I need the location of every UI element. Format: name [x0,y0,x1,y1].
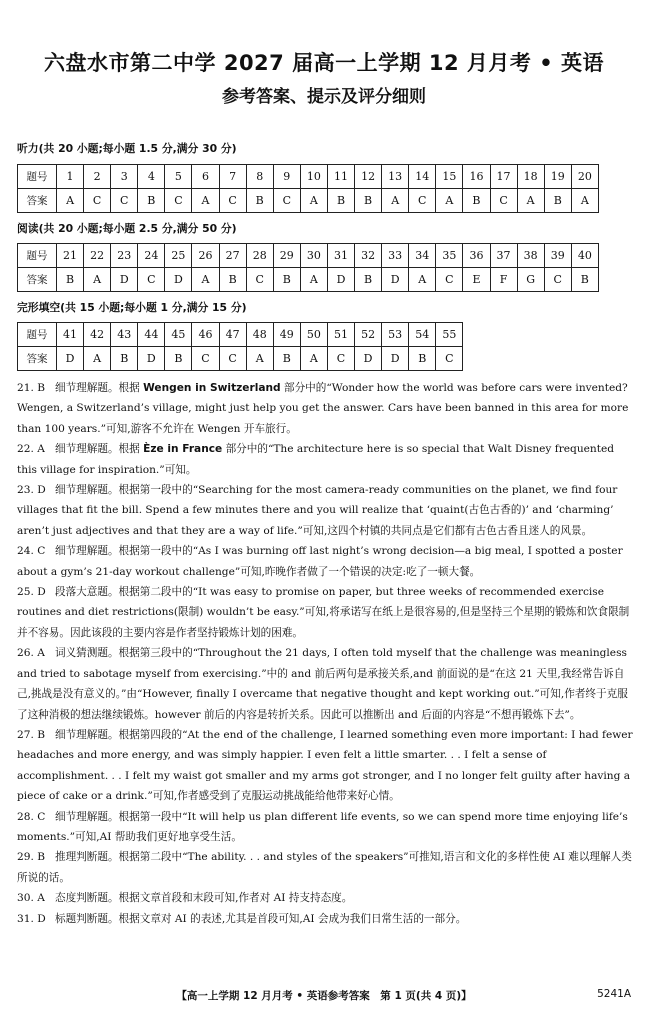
row-label: 答案 [18,347,57,371]
table-row-answers [18,189,599,213]
question-number: 23 [111,244,138,268]
question-number: 27 [219,244,246,268]
row-label: 答案 [18,189,57,213]
list-item [17,439,637,480]
answer-table-reading [17,243,599,292]
answer-cell: B [57,268,84,292]
question-number: 1 [57,165,84,189]
explanation-text: 部分中的“The architecture here is so special that Walt Disney frequented this village for inspiration.”可知。 [17,443,615,476]
question-number: 41 [57,323,84,347]
explanation-text: 段落大意题。根据第二段中的“It was easy to promise on paper, but three weeks of recommended exercise routines and diet restrictions(限制) wouldn’t be easy.”可知,将承诺写在纸上是很容易的,但是坚持三个星期的锻炼和饮食限制并不容易。因此该段的主要内容是作者坚持锻炼计划的困难。 [17,586,630,639]
answer-key: 25. D [17,586,46,599]
answer-cell: A [409,268,436,292]
answer-cell: B [165,347,192,371]
table-row-numbers [18,244,599,268]
row-label: 答案 [18,268,57,292]
list-item [17,541,637,582]
answer-cell: C [165,189,192,213]
explanation-text: 标题判断题。根据文章对 AI 的表述,尤其是首段可知,AI 会成为我们日常生活的一部分。 [55,912,467,925]
answer-cell: A [84,268,111,292]
section-heading-reading: 阅读(共 20 小题;每小题 2.5 分,满分 50 分) [17,222,237,235]
question-number: 33 [382,244,409,268]
answer-key: 28. C [17,810,46,823]
question-number: 6 [192,165,219,189]
answer-key: 31. D [17,912,46,925]
question-number: 3 [111,165,138,189]
question-number: 10 [300,165,327,189]
list-item [17,888,637,908]
question-number: 31 [327,244,354,268]
question-number: 38 [517,244,544,268]
question-number: 52 [355,323,382,347]
answer-cell: A [300,347,327,371]
list-item [17,480,637,541]
answer-cell: B [273,347,300,371]
question-number: 18 [517,165,544,189]
answer-cell: A [192,268,219,292]
answer-cell: B [544,189,571,213]
question-number: 34 [409,244,436,268]
question-number: 2 [84,165,111,189]
answer-cell: D [355,347,382,371]
answer-cell: C [192,347,219,371]
answer-cell: D [382,268,409,292]
question-number: 48 [246,323,273,347]
table-row-answers [18,347,463,371]
answer-cell: A [246,347,273,371]
answer-cell: C [111,189,138,213]
section-heading-cloze: 完形填空(共 15 小题;每小题 1 分,满分 15 分) [17,301,247,314]
answer-cell: E [463,268,490,292]
answer-cell: B [138,189,165,213]
explanation-text: 部分中的“Wonder how the world was before cars were invented? Wengen, a Switzerland’s village, might just help you get the answer. Cars have been banned in this area for more than 100 years.”可知,游客不允许在 Wengen 开车旅行。 [17,382,629,435]
answer-cell: C [273,189,300,213]
question-number: 20 [571,165,598,189]
answer-cell: B [355,268,382,292]
question-number: 25 [165,244,192,268]
answer-cell: C [138,268,165,292]
answer-cell: A [571,189,598,213]
table-row-numbers [18,165,599,189]
question-number: 28 [246,244,273,268]
page-title: 六盘水市第二中学 2027 届高一上学期 12 月月考 • 英语 [44,51,604,75]
answer-cell: B [273,268,300,292]
list-item [17,378,637,439]
list-item [17,582,637,643]
answer-cell: B [355,189,382,213]
answer-key: 26. A [17,647,45,660]
explanation-text: 细节理解题。根据 [55,443,144,456]
question-number: 55 [436,323,463,347]
section-heading-listening: 听力(共 20 小题;每小题 1.5 分,满分 30 分) [17,142,237,155]
answer-key: 29. B [17,851,45,864]
question-number: 4 [138,165,165,189]
answer-cell: A [517,189,544,213]
question-number: 32 [355,244,382,268]
answer-cell: C [84,189,111,213]
answer-cell: B [246,189,273,213]
answer-cell: C [327,347,354,371]
question-number: 11 [327,165,354,189]
list-item [17,643,637,725]
question-number: 7 [219,165,246,189]
explanation-text: 词义猜测题。根据第三段中的“Throughout the 21 days, I often told myself that the challenge was meaningless and tried to sabotage myself from exercising.”中的 and 前后两句是承接关系,and 前面说的是“在这 21 天里,我经常告诉自己,挑战是没有意义的。”由“However, finally I overcame that negative thought and kept working out.”可知,作者终于克服了这种消极的想法继续锻炼。however 前后的内容是转折关系。因此可以推断出 and 后面的内容是“不想再锻炼下去”。 [17,647,628,721]
answer-key: 23. D [17,484,46,497]
answer-cell: C [436,268,463,292]
answer-cell: B [111,347,138,371]
answer-cell: B [219,268,246,292]
row-label: 题号 [18,244,57,268]
answer-cell: B [571,268,598,292]
row-label: 题号 [18,323,57,347]
question-number: 16 [463,165,490,189]
answer-cell: A [300,189,327,213]
table-row-numbers [18,323,463,347]
answer-cell: C [246,268,273,292]
question-number: 9 [273,165,300,189]
question-number: 51 [327,323,354,347]
answer-cell: C [219,347,246,371]
explanation-text: 细节理解题。根据第四段的“At the end of the challenge, I learned something even more important: I had fewer headaches and more energy, and was simply happier. I even felt a little smarter. . . I felt a sense of accomplishment. . . I felt my waist got smaller and my arms got stronger, and I no longer felt guilty after having a piece of cake or a drink.”可知,作者感受到了克服运动挑战能给他带来好心情。 [17,728,633,803]
answer-key: 24. C [17,545,46,558]
page-subtitle: 参考答案、提示及评分细则 [222,87,426,107]
question-number: 13 [382,165,409,189]
answer-cell: D [165,268,192,292]
answer-cell: D [382,347,409,371]
question-number: 21 [57,244,84,268]
table-row-answers [18,268,599,292]
answer-key: 30. A [17,892,45,905]
footer-code: 5241A [597,988,631,1000]
footer-page-info: 【高一上学期 12 月月考 • 英语参考答案 第 1 页(共 4 页)】 [176,990,472,1002]
answer-cell: C [409,189,436,213]
list-item [17,847,637,888]
answer-key: 21. B [17,382,45,394]
question-number: 8 [246,165,273,189]
question-number: 30 [300,244,327,268]
answer-cell: A [192,189,219,213]
passage-heading: Wengen in Switzerland [143,382,281,394]
answer-key: 27. B [17,728,45,741]
question-number: 14 [409,165,436,189]
list-item [17,909,637,929]
answer-table-listening [17,164,599,213]
question-number: 42 [84,323,111,347]
question-number: 54 [409,323,436,347]
question-number: 43 [111,323,138,347]
answer-cell: A [84,347,111,371]
question-number: 53 [382,323,409,347]
explanation-text: 态度判断题。根据文章首段和末段可知,作者对 AI 持支持态度。 [55,892,353,905]
list-item [17,807,637,848]
question-number: 50 [300,323,327,347]
question-number: 26 [192,244,219,268]
explanation-text: 细节理解题。根据第一段中“It will help us plan different life events, so we can spend more time enjoying life’s moments.”可知,AI 帮助我们更好地享受生活。 [17,810,628,843]
explanation-text: 细节理解题。根据 [55,382,144,394]
question-number: 35 [436,244,463,268]
question-number: 19 [544,165,571,189]
answer-cell: G [517,268,544,292]
question-number: 17 [490,165,517,189]
question-number: 29 [273,244,300,268]
answer-cell: A [300,268,327,292]
answer-cell: C [490,189,517,213]
answer-cell: F [490,268,517,292]
answer-cell: A [57,189,84,213]
explanation-list [17,378,637,929]
question-number: 22 [84,244,111,268]
explanation-text: 细节理解题。根据第一段中的“Searching for the most camera-ready communities on the planet, we find four villages that fit the bill. Spend a few minutes there and you will realize that ‘quaint(古色古香的)’ and ‘charming’ aren’t just adjectives and that they are a way of life.”可知,这四个村镇的共同点是它们都有古色古香且迷人的风景。 [17,484,618,537]
explanation-text: 细节理解题。根据第一段中的“As I was burning off last night’s wrong decision—a big meal, I spotted a poster about a gym’s 21-day workout challenge”可知,昨晚作者做了一个错误的决定:吃了一顿大餐。 [17,545,623,578]
question-number: 47 [219,323,246,347]
explanation-text: 推理判断题。根据第二段中“The ability. . . and styles of the speakers”可推知,语言和文化的多样性使 AI 难以理解人类所说的话。 [17,851,632,884]
question-number: 5 [165,165,192,189]
answer-cell: B [409,347,436,371]
question-number: 15 [436,165,463,189]
answer-cell: D [57,347,84,371]
answer-cell: C [544,268,571,292]
answer-cell: C [219,189,246,213]
question-number: 24 [138,244,165,268]
question-number: 46 [192,323,219,347]
question-number: 37 [490,244,517,268]
question-number: 40 [571,244,598,268]
row-label: 题号 [18,165,57,189]
question-number: 45 [165,323,192,347]
answer-cell: B [463,189,490,213]
list-item [17,725,637,807]
answer-cell: D [111,268,138,292]
answer-key: 22. A [17,443,45,456]
question-number: 36 [463,244,490,268]
question-number: 49 [273,323,300,347]
answer-cell: D [138,347,165,371]
answer-cell: A [382,189,409,213]
answer-cell: A [436,189,463,213]
passage-heading: Èze in France [143,443,223,456]
answer-cell: C [436,347,463,371]
answer-cell: B [327,189,354,213]
question-number: 39 [544,244,571,268]
question-number: 44 [138,323,165,347]
question-number: 12 [355,165,382,189]
answer-table-cloze [17,322,463,371]
answer-cell: D [327,268,354,292]
